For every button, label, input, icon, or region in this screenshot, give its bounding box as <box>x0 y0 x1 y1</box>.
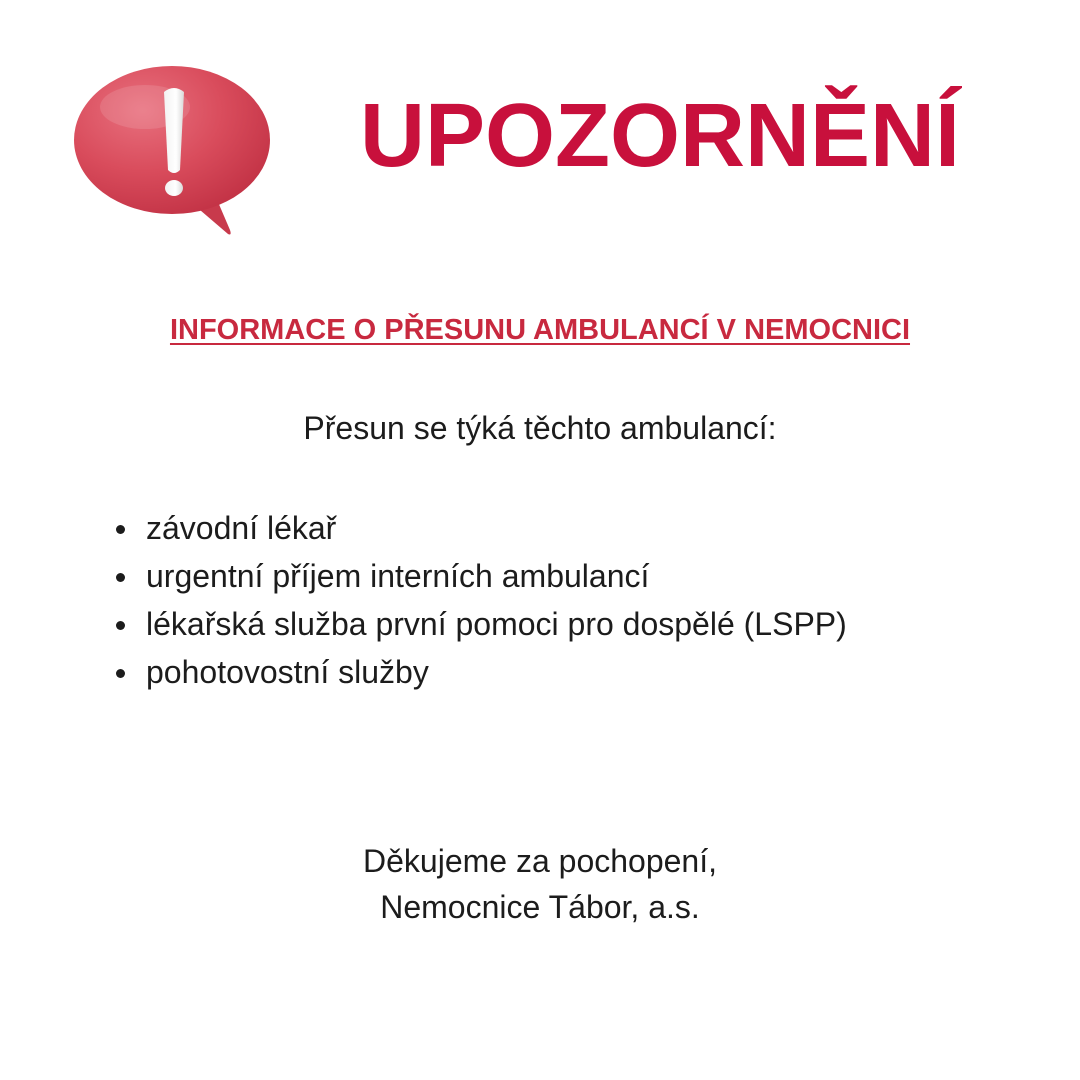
list-item <box>112 552 847 600</box>
bullet-icon <box>116 525 125 534</box>
page-title: UPOZORNĚNÍ <box>360 86 961 186</box>
list-item-label: urgentní příjem interních ambulancí <box>146 558 650 594</box>
list-item <box>112 600 847 648</box>
list-item-label: závodní lékař <box>146 510 337 546</box>
list-item <box>112 504 847 552</box>
notice-heading: INFORMACE O PŘESUNU AMBULANCÍ V NEMOCNICI <box>169 314 911 346</box>
affected-clinics-list <box>112 504 847 696</box>
list-item-label: pohotovostní služby <box>146 654 429 690</box>
closing-thanks: Děkujeme za pochopení, <box>363 843 717 879</box>
closing-block <box>0 838 1080 930</box>
bullet-icon <box>116 621 125 630</box>
exclamation-speech-bubble-icon <box>70 62 280 242</box>
closing-signature: Nemocnice Tábor, a.s. <box>380 889 700 925</box>
list-item-label: lékařská služba první pomoci pro dospělé (LSPP) <box>146 606 847 642</box>
notice-intro: Přesun se týká těchto ambulancí: <box>303 410 777 446</box>
bullet-icon <box>116 669 125 678</box>
bullet-icon <box>116 573 125 582</box>
list-item <box>112 648 847 696</box>
